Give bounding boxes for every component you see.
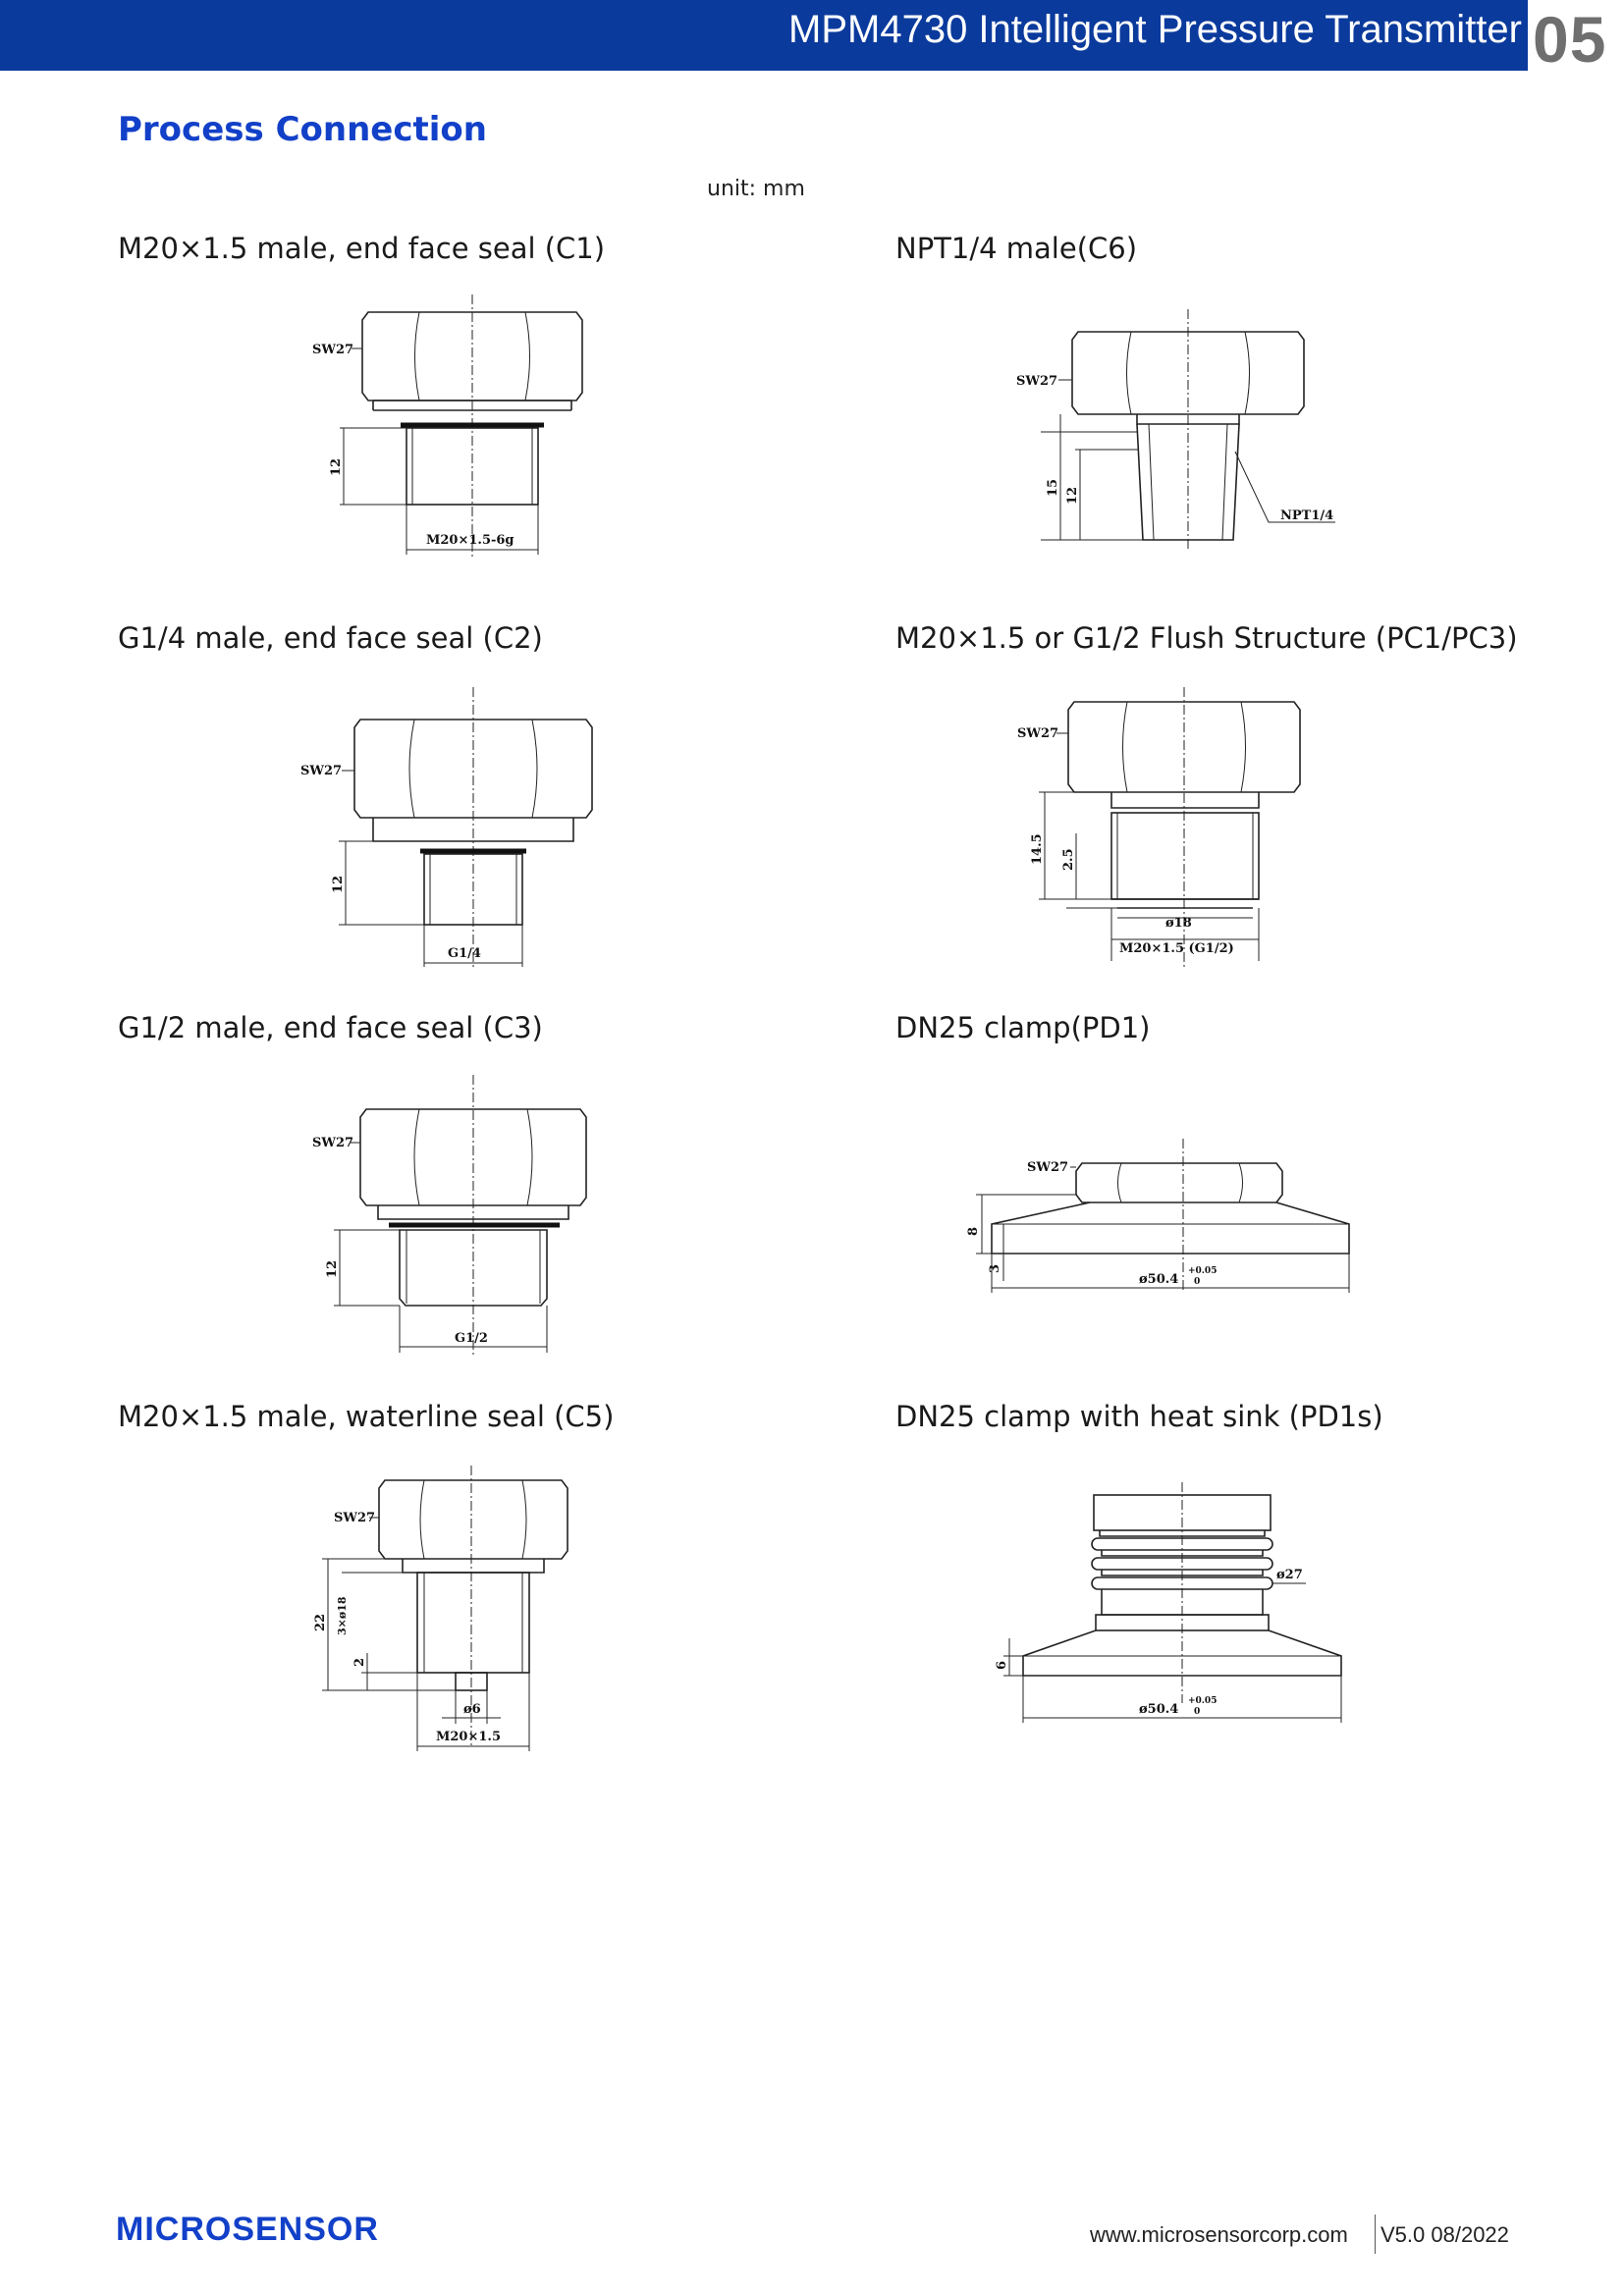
- height-total-label: 14.5: [1030, 833, 1045, 865]
- tolerance-upper-label: +0.05: [1188, 1696, 1218, 1706]
- caption-pc1-pc3: M20×1.5 or G1/2 Flush Structure (PC1/PC3): [895, 621, 1518, 655]
- thread-label: M20×1.5 (G1/2): [1119, 941, 1234, 956]
- drawing-pc1-pc3: [1001, 682, 1355, 967]
- height-label: 2.5: [1061, 848, 1076, 871]
- diameter-label: ø6: [463, 1702, 481, 1717]
- height-label: 3: [988, 1263, 1002, 1273]
- drawing-c2: [285, 682, 609, 967]
- footer-url[interactable]: www.microsensorcorp.com: [1090, 2222, 1348, 2247]
- drawing-c3: [295, 1070, 609, 1355]
- caption-pd1s: DN25 clamp with heat sink (PD1s): [895, 1400, 1383, 1433]
- page-number: 05: [1533, 3, 1607, 76]
- height-label: 6: [995, 1660, 1009, 1670]
- sw-label: SW27: [1027, 1160, 1069, 1175]
- caption-c5: M20×1.5 male, waterline seal (C5): [118, 1400, 615, 1433]
- sw-label: SW27: [300, 764, 343, 778]
- document-title: MPM4730 Intelligent Pressure Transmitter: [788, 8, 1522, 51]
- thread-label: NPT1/4: [1280, 508, 1334, 523]
- caption-c3: G1/2 male, end face seal (C3): [118, 1011, 543, 1044]
- fin-diameter-label: ø27: [1276, 1568, 1303, 1582]
- height-label: 2: [352, 1657, 367, 1667]
- tolerance-lower-label: 0: [1194, 1277, 1201, 1287]
- caption-c6: NPT1/4 male(C6): [895, 232, 1138, 265]
- brand-logo: MICROSENSOR: [116, 2211, 379, 2248]
- height-label: 12: [325, 1259, 340, 1278]
- drawing-c5: [304, 1461, 599, 1755]
- thread-label: M20×1.5: [436, 1730, 501, 1744]
- diameter-label: ø18: [1165, 916, 1192, 931]
- section-title: Process Connection: [118, 110, 487, 149]
- diameter-label: ø50.4: [1139, 1702, 1179, 1717]
- thread-label: G1/2: [455, 1331, 488, 1346]
- holes-label: 3×ø18: [336, 1596, 349, 1635]
- caption-c1: M20×1.5 male, end face seal (C1): [118, 232, 606, 265]
- height-label: 12: [1065, 486, 1080, 505]
- thread-label: G1/4: [448, 946, 481, 961]
- sw-label: SW27: [312, 1136, 354, 1150]
- sw-label: SW27: [1016, 374, 1058, 389]
- unit-label: unit: mm: [707, 177, 805, 201]
- height-total-label: 8: [966, 1226, 981, 1236]
- drawing-pd1: [952, 1134, 1365, 1301]
- tolerance-upper-label: +0.05: [1188, 1266, 1218, 1276]
- drawing-c1: [295, 290, 609, 564]
- sw-label: SW27: [334, 1511, 376, 1525]
- height-total-label: 15: [1046, 478, 1060, 497]
- height-total-label: 22: [313, 1613, 328, 1631]
- height-label: 12: [331, 875, 346, 893]
- diameter-label: ø50.4: [1139, 1272, 1179, 1287]
- caption-c2: G1/4 male, end face seal (C2): [118, 621, 543, 655]
- caption-pd1: DN25 clamp(PD1): [895, 1011, 1151, 1044]
- drawing-pd1s: [982, 1477, 1375, 1742]
- sw-label: SW27: [312, 343, 354, 357]
- footer-divider: [1375, 2215, 1376, 2254]
- sw-label: SW27: [1017, 726, 1059, 741]
- thread-label: M20×1.5-6g: [426, 533, 514, 548]
- tolerance-lower-label: 0: [1194, 1707, 1201, 1717]
- height-label: 12: [329, 457, 344, 476]
- drawing-c6: [1001, 304, 1355, 550]
- footer-version: V5.0 08/2022: [1380, 2222, 1509, 2247]
